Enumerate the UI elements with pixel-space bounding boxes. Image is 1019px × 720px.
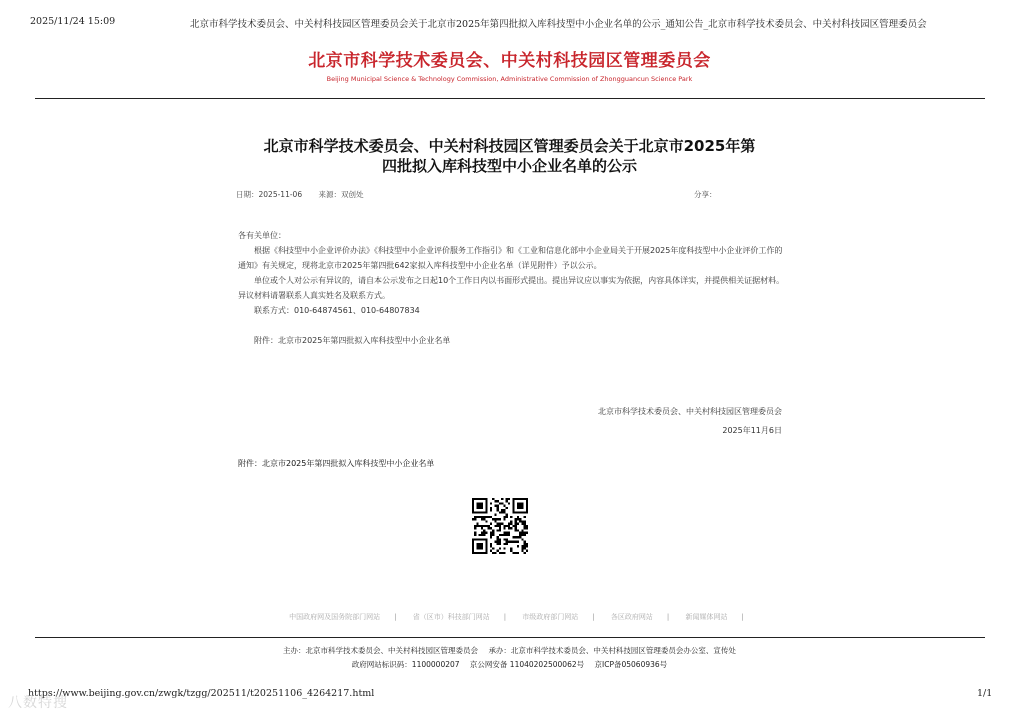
print-datetime: 2025/11/24 15:09 [30, 16, 116, 27]
article-body [238, 228, 786, 348]
watermark: 八数特搜 [8, 695, 68, 711]
footer-organizer: 承办：北京市科学技术委员会、中关村科技园区管理委员会办公室、宣传处 [488, 646, 736, 655]
footer-link-media[interactable]: 新闻媒体网站 [685, 613, 728, 621]
article-title-line1: 北京市科学技术委员会、中关村科技园区管理委员会关于北京市2025年第 [263, 137, 756, 155]
article-title [0, 136, 1019, 176]
site-logo[interactable] [0, 46, 1019, 83]
qr-code [472, 498, 528, 554]
article-meta [236, 189, 377, 200]
footer-link-district[interactable]: 各区政府网站 [610, 613, 653, 621]
footer-link-central-gov[interactable]: 中国政府网及国务院部门网站 [289, 613, 381, 621]
site-footer [0, 644, 1019, 672]
footer-police-record[interactable]: 京公网安备 11040202500062号 [469, 660, 585, 669]
article-date: 日期：2025-11-06 [236, 190, 303, 199]
qr-code-image [472, 498, 528, 554]
paragraph-2: 单位或个人对公示有异议的，请自本公示发布之日起10个工作日内以书面形式提出。提出异议应以事实为依据，内容具体详实，并提供相关证据材料。异议材料请署联系人真实姓名及联系方式。 [238, 276, 785, 300]
signature-org: 北京市科学技术委员会、中关村科技园区管理委员会 [598, 407, 782, 416]
footer-gov-code: 政府网站标识码：1100000207 [351, 660, 460, 669]
footer-link-provincial[interactable]: 省（区市）科技部门网站 [412, 613, 490, 621]
print-page-title: 北京市科学技术委员会、中关村科技园区管理委员会关于北京市2025年第四批拟入库科技型中小企业名单的公示_通知公告_北京市科学技术委员会、中关村科技园区管理委员会 [190, 19, 927, 30]
print-url: https://www.beijing.gov.cn/zwgk/tzgg/202511/t20251106_4264217.html [28, 688, 375, 699]
share-label: 分享： [694, 190, 717, 199]
print-page-number: 1/1 [977, 688, 993, 699]
salutation: 各有关单位： [238, 231, 286, 240]
print-header [30, 16, 949, 30]
footer-links: 中国政府网及国务院部门网站 | 省（区市）科技部门网站 | 市级政府部门网站 | 各区政府网站 | 新闻媒体网站 | [289, 613, 744, 621]
signature-date: 2025年11月6日 [722, 426, 782, 435]
footer-sponsor: 主办：北京市科学技术委员会、中关村科技园区管理委员会 [283, 646, 479, 655]
paragraph-1: 根据《科技型中小企业评价办法》《科技型中小企业评价服务工作指引》和《工业和信息化部中小企业局关于开展2025年度科技型中小企业评价工作的通知》有关规定，现将北京市2025年第四批642家拟入库科技型中小企业名单（详见附件）予以公示。 [238, 246, 783, 270]
footer-icp[interactable]: 京ICP备05060936号 [594, 660, 668, 669]
footer-link-municipal[interactable]: 市级政府部门网站 [522, 613, 579, 621]
contact-info: 联系方式：010-64874561、010-64807834 [254, 306, 420, 315]
signature-block [580, 402, 782, 440]
article-source: 来源：双创处 [318, 190, 364, 199]
logo-chinese-name: 北京市科学技术委员会、中关村科技园区管理委员会 [308, 51, 711, 71]
article-title-line2: 四批拟入库科技型中小企业名单的公示 [381, 157, 637, 175]
header-divider [35, 98, 985, 99]
footer-divider [35, 637, 985, 638]
logo-english-name: Beijing Municipal Science & Technology Commission, Administrative Commission of Zhongguancun Science Park [326, 75, 693, 83]
attachment-note: 附件：北京市2025年第四批拟入库科技型中小企业名单 [254, 336, 451, 345]
attachment-link[interactable]: 附件：北京市2025年第四批拟入库科技型中小企业名单 [238, 459, 435, 468]
